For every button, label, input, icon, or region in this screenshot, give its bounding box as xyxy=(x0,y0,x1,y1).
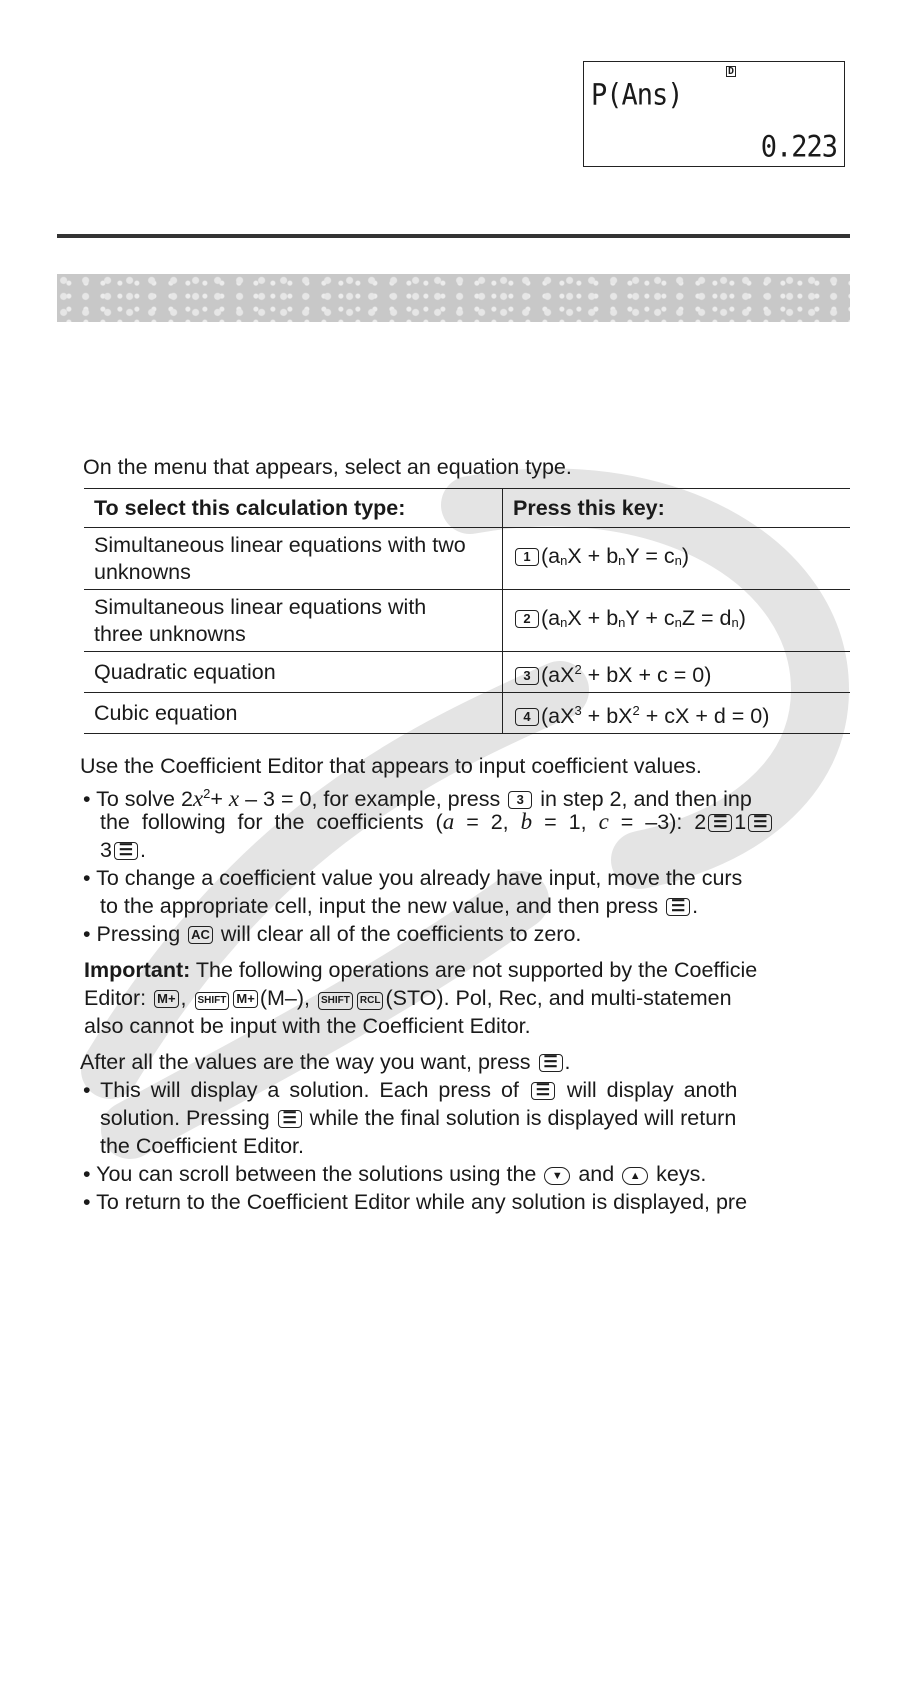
equals-key-icon: ☰ xyxy=(748,814,772,832)
table-header-row xyxy=(84,489,850,528)
key-3-icon: 3 xyxy=(508,791,532,809)
type-cell: Cubic equation xyxy=(84,693,503,734)
header-type: To select this calculation type: xyxy=(84,489,503,528)
shift-key-icon: SHIFT xyxy=(195,992,230,1010)
step4-bullet-3: • To return to the Coefficient Editor while any solution is displayed, pre xyxy=(83,1190,748,1214)
key-4-icon: 4 xyxy=(515,708,539,726)
step3-bullet-2-line-2: to the appropriate cell, input the new value, and then press ☰ . xyxy=(100,894,699,918)
shift-key-icon: SHIFT xyxy=(318,992,353,1010)
menu-intro-text: On the menu that appears, select an equation type. xyxy=(83,455,572,479)
type-cell: Quadratic equation xyxy=(84,652,503,693)
equals-key-icon: ☰ xyxy=(531,1082,555,1100)
key-3-icon: 3 xyxy=(515,667,539,685)
header-key: Press this key: xyxy=(503,489,851,528)
key-2-icon: 2 xyxy=(515,610,539,628)
calculator-display xyxy=(583,61,845,167)
degree-indicator: D xyxy=(728,66,735,77)
key-cell: 2 (anX + bnY + cnZ = dn) xyxy=(503,590,851,652)
step4-bullet-1-line-3: the Coefficient Editor. xyxy=(100,1134,304,1158)
m-plus-key-icon: M+ xyxy=(233,990,257,1008)
ac-key-icon: AC xyxy=(188,926,213,944)
display-result: 0.223 xyxy=(760,130,837,165)
key-cell: 3 ($aX^2$ + bX + c = 0) xyxy=(503,652,851,693)
display-expression: P(Ans) xyxy=(591,78,683,113)
important-note-line-2: Editor: M+ , SHIFT M+ (M–), SHIFT RCL (STO). Pol, Rec, and multi-statemen xyxy=(84,986,732,1010)
m-plus-key-icon: M+ xyxy=(154,990,178,1008)
key-cell: 4 ($aX^3 + bX^2$ + cX + d = 0) xyxy=(503,693,851,734)
equals-key-icon: ☰ xyxy=(708,814,732,832)
equals-key-icon: ☰ xyxy=(666,898,690,916)
type-cell: Simultaneous linear equations with three unknowns xyxy=(84,590,503,652)
step3-bullet-1-line-3: 3 ☰ . xyxy=(100,838,146,862)
key-1-icon: 1 xyxy=(515,548,539,566)
type-cell: Simultaneous linear equations with two unknowns xyxy=(84,528,503,590)
table-row xyxy=(84,693,850,734)
equals-key-icon: ☰ xyxy=(278,1110,302,1128)
step3-bullet-2-line-1: • To change a coefficient value you already have input, move the curs xyxy=(83,866,743,890)
step4-bullet-1-line-2: solution. Pressing ☰ while the final solution is displayed will return xyxy=(100,1106,737,1130)
table-row xyxy=(84,590,850,652)
cursor-down-key-icon: ▼ xyxy=(544,1167,570,1185)
table-row xyxy=(84,528,850,590)
step3-lead: Use the Coefficient Editor that appears to input coefficient values. xyxy=(80,754,702,778)
step3-bullet-1-line-2: the following for the coefficients (a = 2, b = 1, c = –3): 2 ☰ 1 ☰ xyxy=(100,808,774,836)
important-note-line-1: Important: The following operations are not supported by the Coefficie xyxy=(84,958,758,982)
equation-type-table xyxy=(84,488,850,734)
step4-bullet-1-line-1: • This will display a solution. Each press of ☰ will display anoth xyxy=(83,1078,738,1102)
equals-key-icon: ☰ xyxy=(114,842,138,860)
table-row xyxy=(84,652,850,693)
section-header-band xyxy=(57,274,850,322)
step3-bullet-1-line-1: • To solve $2x^2+ x - 3 = 0$, for example, press 3 in step 2, and then inp xyxy=(83,786,752,811)
section-divider xyxy=(57,234,850,238)
step4-lead: After all the values are the way you want, press ☰ . xyxy=(80,1050,571,1074)
equals-key-icon: ☰ xyxy=(539,1054,563,1072)
important-note-line-3: also cannot be input with the Coefficient Editor. xyxy=(84,1014,531,1038)
step4-bullet-2: • You can scroll between the solutions using the ▼ and ▲ keys. xyxy=(83,1162,707,1186)
step3-bullet-3: • Pressing AC will clear all of the coefficients to zero. xyxy=(83,922,582,946)
key-cell: 1 (anX + bnY = cn) xyxy=(503,528,851,590)
cursor-up-key-icon: ▲ xyxy=(622,1167,648,1185)
rcl-key-icon: RCL xyxy=(357,992,384,1010)
